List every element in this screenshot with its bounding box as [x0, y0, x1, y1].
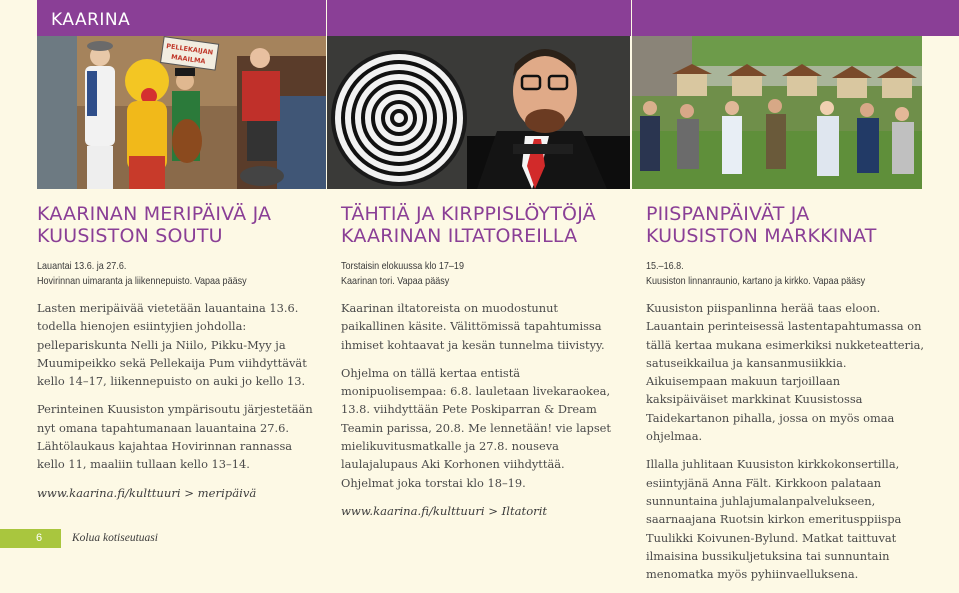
page-number-box — [0, 529, 61, 548]
hypnotist-spiral-photo — [327, 36, 630, 189]
paragraph: Kuusiston piispanlinna herää taas eloon. Lauantain perinteisessä lastentapahtumassa on tällä kertaa mukana esimerkiksi nukketeatteria, satuseikkailua ja kansanmusiikkia. Aikuisempaan makuun tarjoillaan kaksipäiväiset markkinat Kuusistossa Taidekartanon pihalla, jossa on myös omaa ohjelmaa. — [646, 301, 925, 444]
event-description — [646, 299, 924, 583]
header-divider — [631, 0, 632, 36]
event-location: Kaarinan tori. Vapaa pääsy — [341, 275, 450, 287]
event-location: Hovirinnan uimaranta ja liikennepuisto. Vapaa pääsy — [37, 275, 247, 287]
event-column-3 — [646, 203, 924, 593]
page-number: 6 — [36, 532, 43, 544]
svg-text:MAAILMA: MAAILMA — [170, 52, 206, 66]
event-link[interactable]: www.kaarina.fi/kulttuuri > meripäivä — [37, 485, 257, 500]
clowns-photo — [37, 36, 326, 189]
event-location: Kuusiston linnanraunio, kartano ja kirkko. Vapaa pääsy — [646, 275, 866, 287]
publication-title: Kolua kotiseutuasi — [72, 532, 158, 544]
paragraph: Perinteinen Kuusiston ympärisoutu järjestetään nyt omana tapahtumanaan lauantaina 27.6. Lähtölaukaus kajahtaa Hovirinnan rannassa kello 11, maaliin tullaan kello 13–14. — [37, 402, 313, 472]
event-meta — [37, 259, 312, 289]
header-divider — [326, 0, 327, 36]
event-column-2 — [341, 203, 617, 520]
section-label: KAARINA — [51, 10, 131, 30]
event-description — [37, 299, 313, 502]
event-meta — [341, 259, 616, 289]
market-crowd-photo — [632, 36, 922, 189]
event-meta — [646, 259, 923, 289]
event-title: TÄHTIÄ JA KIRPPISLÖYTÖJÄ KAARINAN ILTATOREILLA — [341, 203, 596, 247]
event-date: Torstaisin elokuussa klo 17–19 — [341, 260, 464, 272]
paragraph: Ohjelma on tällä kertaa entistä monipuolisempaa: 6.8. lauletaan livekaraokea, 13.8. viihdyttään Pete Poskiparran & Dream Teamin parissa, 20.8. Me lennetään! vie lapset mielikuvitusmatkalle ja 27.8. nouseva laulajalupaus Aki Korhonen viihdyttää. Ohjelmat joka torstai klo 18–19. — [341, 365, 611, 490]
svg-text:PELLEKAIJAN: PELLEKAIJAN — [165, 42, 214, 57]
paragraph: Illalla juhlitaan Kuusiston kirkkokonsertilla, esiintyjänä Anna Fält. Kirkkoon palataan sunnuntaina juhlajumalanpalvelukseen, saarnaajana Ruotsin kirkon emeritusppiispa Tuulikki Koivunen-Bylund. Matkat taittuvat ilmaisina bussikuljetuksina tai sunnuntain menomatka myös pyhiinvaelluksena. — [646, 457, 902, 582]
section-header-bar — [37, 0, 959, 36]
paragraph: Lasten meripäivää vietetään lauantaina 13.6. todella hienojen esiintyjien johdolla: pellepariskunta Nelli ja Niilo, Pikku-Myy ja Muumipeikko sekä Pellekaija Pum viihdyttävät kello 14–17, liikennepuisto on auki jo kello 13. — [37, 301, 307, 389]
event-title: PIISPANPÄIVÄT JA KUUSISTON MARKKINAT — [646, 203, 877, 247]
paragraph: Kaarinan iltatoreista on muodostunut paikallinen käsite. Välittömissä tapahtumissa ihmiset kohtaavat ja kesän tunnelma tiivistyy. — [341, 301, 605, 352]
event-column-1 — [37, 203, 313, 502]
event-date: Lauantai 13.6. ja 27.6. — [37, 260, 127, 272]
event-description — [341, 299, 617, 520]
event-title: KAARINAN MERIPÄIVÄ JA KUUSISTON SOUTU — [37, 203, 272, 247]
event-date: 15.–16.8. — [646, 260, 684, 272]
event-link[interactable]: www.kaarina.fi/kulttuuri > Iltatorit — [341, 503, 548, 518]
